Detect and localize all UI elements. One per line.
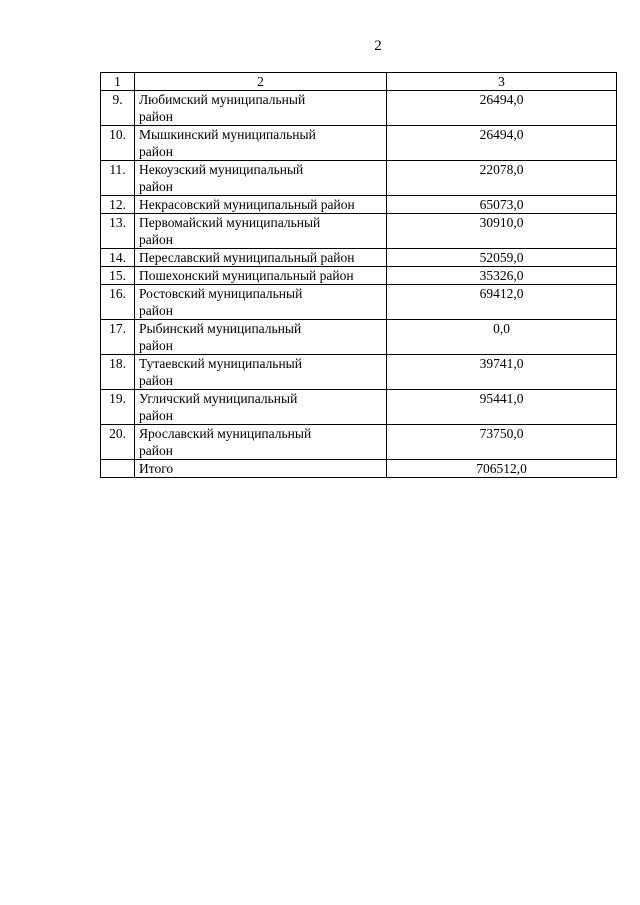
amount-value: 39741,0 xyxy=(387,355,617,390)
district-name: Некрасовский муниципальный район xyxy=(139,197,355,212)
header-cell: 1 xyxy=(101,73,135,91)
table-row xyxy=(101,91,617,126)
amount-value: 69412,0 xyxy=(387,285,617,320)
total-value: 706512,0 xyxy=(387,460,617,478)
row-number: 13. xyxy=(101,214,135,249)
row-number: 17. xyxy=(101,320,135,355)
total-number xyxy=(101,460,135,478)
table-row xyxy=(101,285,617,320)
amount-value: 22078,0 xyxy=(387,161,617,196)
amount-value: 35326,0 xyxy=(387,267,617,285)
row-number: 9. xyxy=(101,91,135,126)
district-name: Ростовский муниципальный район xyxy=(139,286,303,318)
table-row xyxy=(101,161,617,196)
row-number: 19. xyxy=(101,390,135,425)
district-name: Рыбинский муниципальный район xyxy=(139,321,302,353)
amount-value: 65073,0 xyxy=(387,196,617,214)
total-row xyxy=(101,460,617,478)
district-name: Ярославский муниципальный район xyxy=(139,426,312,458)
table-row xyxy=(101,425,617,460)
table-row xyxy=(101,249,617,267)
row-number: 11. xyxy=(101,161,135,196)
row-number: 18. xyxy=(101,355,135,390)
district-name: Тутаевский муниципальный район xyxy=(139,356,302,388)
header-cell: 2 xyxy=(135,73,387,91)
row-number: 15. xyxy=(101,267,135,285)
amount-value: 73750,0 xyxy=(387,425,617,460)
district-name: Пошехонский муниципальный район xyxy=(139,268,354,283)
table-row xyxy=(101,196,617,214)
table-row xyxy=(101,214,617,249)
total-label: Итого xyxy=(135,460,387,478)
table-row xyxy=(101,355,617,390)
amount-value: 95441,0 xyxy=(387,390,617,425)
amount-value: 52059,0 xyxy=(387,249,617,267)
page-number: 2 xyxy=(374,38,382,54)
table-header-row xyxy=(101,73,617,91)
district-name: Любимский муниципальный район xyxy=(139,92,306,124)
amount-value: 26494,0 xyxy=(387,126,617,161)
row-number: 20. xyxy=(101,425,135,460)
table-row xyxy=(101,126,617,161)
amount-value: 0,0 xyxy=(387,320,617,355)
district-name: Переславский муниципальный район xyxy=(139,250,355,265)
district-name: Мышкинский муниципальный район xyxy=(139,127,316,159)
row-number: 12. xyxy=(101,196,135,214)
subsidy-table xyxy=(100,72,617,478)
district-name: Первомайский муниципальный район xyxy=(139,215,321,247)
district-name: Некоузский муниципальный район xyxy=(139,162,304,194)
table-row xyxy=(101,320,617,355)
header-cell: 3 xyxy=(387,73,617,91)
row-number: 16. xyxy=(101,285,135,320)
amount-value: 26494,0 xyxy=(387,91,617,126)
row-number: 10. xyxy=(101,126,135,161)
table-row xyxy=(101,267,617,285)
row-number: 14. xyxy=(101,249,135,267)
amount-value: 30910,0 xyxy=(387,214,617,249)
table-row xyxy=(101,390,617,425)
district-name: Угличский муниципальный район xyxy=(139,391,298,423)
